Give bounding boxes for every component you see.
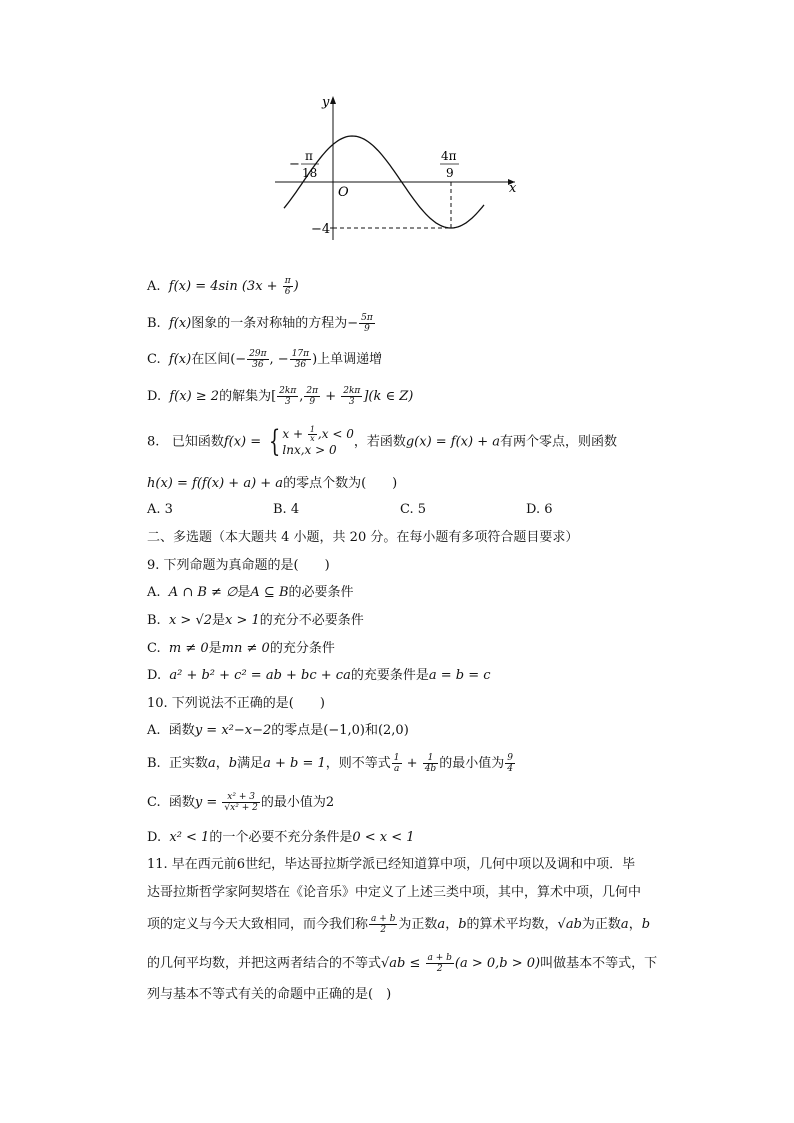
q10-option-a bbox=[147, 721, 409, 741]
q10-option-b bbox=[147, 753, 516, 774]
fraction bbox=[222, 792, 259, 813]
option-text: 图象的一条对称轴的方程为− bbox=[191, 316, 359, 331]
option-prefix: A. bbox=[147, 279, 161, 294]
option-expr: a + b = 1 bbox=[263, 756, 326, 771]
question-expr: h(x) = f(f(x) + a) + a bbox=[147, 476, 284, 491]
left-tick-sign: − bbox=[289, 157, 300, 172]
frac-num: 9 bbox=[507, 753, 513, 763]
q11-expr: a bbox=[620, 917, 629, 932]
option-prefix: B. bbox=[147, 613, 161, 628]
question-text: 已知函数 bbox=[171, 434, 224, 450]
q10-option-d bbox=[147, 828, 415, 848]
fraction bbox=[423, 753, 439, 774]
fraction bbox=[247, 349, 268, 370]
option-text: 的充要条件是 bbox=[350, 668, 429, 683]
option-expr: x > 1 bbox=[225, 613, 260, 628]
origin-label: O bbox=[338, 185, 349, 200]
piecewise-cases bbox=[282, 426, 353, 458]
fraction bbox=[341, 386, 362, 407]
option-text: 的充分不必要条件 bbox=[259, 613, 364, 628]
option-text: 函数 bbox=[168, 723, 195, 738]
x-axis-label: x bbox=[509, 181, 517, 196]
q11-expr: (a > 0,b > 0) bbox=[454, 956, 541, 971]
question-number: 8. bbox=[147, 434, 160, 450]
q11-text: ， bbox=[445, 917, 459, 932]
q11-expr: b bbox=[458, 917, 467, 932]
left-tick-num: π bbox=[305, 149, 313, 163]
question-expr: g(x) = f(x) + a bbox=[405, 434, 500, 450]
frac-num: 17π bbox=[291, 349, 310, 359]
brace: { bbox=[269, 424, 281, 459]
frac-den: 9 bbox=[364, 324, 370, 334]
fraction bbox=[369, 914, 397, 935]
option-sep: , − bbox=[269, 352, 289, 367]
q8-option-b: B. 4 bbox=[273, 502, 300, 517]
option-expr: x² < 1 bbox=[169, 830, 210, 845]
option-expr-end: ](k ∈ Z) bbox=[363, 389, 414, 404]
option-prefix: A. bbox=[147, 723, 161, 738]
q9-option-a bbox=[147, 583, 354, 603]
frac-num: π bbox=[284, 276, 291, 286]
frac-num: 29π bbox=[249, 349, 267, 359]
option-expr: a bbox=[207, 756, 216, 771]
q11-expr: √ab bbox=[557, 917, 582, 932]
frac-num: a + b bbox=[427, 953, 452, 963]
q11-expr: b bbox=[641, 917, 651, 932]
option-text: 是 bbox=[208, 641, 222, 656]
q11-line-4 bbox=[147, 953, 657, 974]
option-expr: f(x) bbox=[168, 316, 192, 331]
q10-option-c bbox=[147, 792, 334, 813]
option-sep: + bbox=[402, 756, 422, 771]
option-text: 是 bbox=[212, 613, 226, 628]
q11-text: 为正数 bbox=[581, 917, 621, 932]
fraction bbox=[290, 349, 311, 370]
option-prefix: D. bbox=[147, 668, 162, 683]
option-expr: y = x²−x−2 bbox=[194, 723, 272, 738]
q8-stem bbox=[147, 426, 617, 459]
frac-den: a bbox=[393, 764, 400, 774]
option-sep: ， bbox=[215, 756, 229, 771]
frac-num: 1 bbox=[393, 753, 400, 763]
q11-text: 项的定义与今天大致相同，而今我们称 bbox=[147, 917, 369, 932]
option-expr: y = bbox=[194, 795, 222, 810]
question-text: 有两个零点，则函数 bbox=[500, 434, 618, 450]
option-expr: A ⊆ B bbox=[250, 585, 289, 600]
frac-num: a + b bbox=[371, 914, 396, 924]
q11-text: 叫做基本不等式，下 bbox=[540, 956, 658, 971]
q7-option-b bbox=[147, 313, 376, 334]
q9-option-c bbox=[147, 639, 335, 659]
option-prefix: A. bbox=[147, 585, 161, 600]
option-expr: a = b = c bbox=[428, 668, 491, 683]
q10-stem: 10. 下列说法不正确的是( ) bbox=[147, 696, 325, 711]
q9-option-d bbox=[147, 666, 491, 686]
question-text: 的零点个数为( ) bbox=[283, 476, 398, 491]
option-text: )上单调递增 bbox=[312, 352, 383, 367]
option-text: 的最小值为2 bbox=[260, 795, 335, 810]
option-expr-end: ) bbox=[293, 279, 299, 294]
option-text: 的充分条件 bbox=[269, 641, 335, 656]
frac-den: 9 bbox=[309, 397, 316, 407]
option-text: 满足 bbox=[237, 756, 264, 771]
frac-num: 2π bbox=[306, 386, 319, 396]
q11-text: 的算术平均数， bbox=[466, 917, 558, 932]
frac-den: 4b bbox=[424, 764, 437, 774]
option-prefix: B. bbox=[147, 756, 161, 771]
fraction bbox=[277, 386, 298, 407]
frac-den: 36 bbox=[252, 360, 264, 370]
frac-den: 6 bbox=[284, 287, 291, 297]
option-text: 的零点是(−1,0)和(2,0) bbox=[271, 723, 409, 738]
right-tick-num: 4π bbox=[441, 149, 457, 163]
q11-line-5: 列与基本不等式有关的命题中正确的是( ) bbox=[147, 987, 392, 1002]
q11-line-3 bbox=[147, 914, 650, 935]
fraction bbox=[392, 753, 402, 774]
fraction bbox=[304, 386, 320, 407]
option-text: 的最小值为 bbox=[439, 756, 505, 771]
frac-den: 3 bbox=[348, 397, 355, 407]
option-text: 的必要条件 bbox=[288, 585, 354, 600]
case-expr: x + bbox=[282, 427, 307, 441]
case-expr: ,x < 0 bbox=[317, 427, 354, 441]
option-text: 的解集为[ bbox=[219, 389, 277, 404]
option-expr: 0 < x < 1 bbox=[352, 830, 415, 845]
q11-expr: √ab ≤ bbox=[381, 956, 425, 971]
option-prefix: C. bbox=[147, 352, 161, 367]
option-prefix: D. bbox=[147, 389, 162, 404]
option-expr: a² + b² + c² = ab + bc + ca bbox=[169, 668, 351, 683]
right-tick-den: 9 bbox=[446, 166, 454, 180]
fraction bbox=[359, 313, 375, 334]
frac-num: 2kπ bbox=[279, 386, 297, 396]
q7-option-a bbox=[147, 276, 299, 297]
q8-option-c: C. 5 bbox=[400, 502, 427, 517]
q8-stem-line2 bbox=[147, 474, 397, 494]
q8-option-d: D. 6 bbox=[526, 502, 553, 517]
option-text: 是 bbox=[237, 585, 251, 600]
option-sep: , bbox=[299, 389, 304, 404]
option-prefix: D. bbox=[147, 830, 162, 845]
frac-num: x² + 3 bbox=[222, 792, 259, 803]
case-1 bbox=[282, 426, 353, 443]
question-expr: f(x) = bbox=[223, 434, 266, 450]
q11-line-1: 11. 早在西元前6世纪，毕达哥拉斯学派已经知道算中项，几何中项以及调和中项．毕 bbox=[147, 857, 636, 872]
q11-text: 的几何平均数，并把这两者结合的不等式 bbox=[147, 956, 382, 971]
option-prefix: B. bbox=[147, 316, 161, 331]
case-2: lnx,x > 0 bbox=[282, 443, 337, 457]
q7-option-d bbox=[147, 386, 413, 407]
q9-option-b bbox=[147, 611, 364, 631]
y-axis-label: y bbox=[322, 95, 330, 110]
q11-line-2: 达哥拉斯哲学家阿契塔在《论音乐》中定义了上述三类中项，其中，算术中项，几何中 bbox=[147, 885, 642, 900]
option-text: ，则不等式 bbox=[325, 756, 391, 771]
left-tick-den: 18 bbox=[302, 166, 318, 180]
frac-den: 3 bbox=[284, 397, 291, 407]
option-sep: + bbox=[321, 389, 341, 404]
section-heading: 二、多选题（本大题共 4 小题，共 20 分。在每小题有多项符合题目要求） bbox=[147, 530, 579, 545]
option-expr: m ≠ 0 bbox=[168, 641, 209, 656]
option-text: 函数 bbox=[168, 795, 195, 810]
min-label: −4 bbox=[311, 222, 331, 237]
q7-option-c bbox=[147, 349, 382, 370]
q11-text: ， bbox=[628, 917, 642, 932]
fraction bbox=[426, 953, 454, 974]
option-expr: x > √2 bbox=[168, 613, 212, 628]
q11-expr: a bbox=[437, 917, 446, 932]
option-expr: mn ≠ 0 bbox=[221, 641, 270, 656]
q9-stem: 9. 下列命题为真命题的是( ) bbox=[147, 558, 330, 573]
frac-den: 4 bbox=[507, 764, 513, 774]
y-axis-arrow bbox=[330, 96, 336, 104]
frac-den: 2 bbox=[380, 925, 387, 935]
q11-text: 为正数 bbox=[398, 917, 438, 932]
option-text: 在区间(− bbox=[191, 352, 247, 367]
fraction bbox=[308, 426, 317, 443]
option-expr: f(x) = 4sin (3x + bbox=[168, 279, 282, 294]
frac-num: 1 bbox=[423, 753, 439, 764]
sine-graph bbox=[270, 92, 530, 242]
frac-den: x bbox=[310, 434, 315, 443]
frac-num: 5π bbox=[361, 313, 373, 323]
frac-den: 2 bbox=[436, 964, 443, 974]
frac-den: √x² + 2 bbox=[224, 803, 258, 813]
fraction bbox=[283, 276, 293, 297]
option-expr: b bbox=[228, 756, 238, 771]
question-text: ，若函数 bbox=[353, 434, 406, 450]
frac-num: 2kπ bbox=[343, 386, 361, 396]
fraction bbox=[505, 753, 515, 774]
option-prefix: C. bbox=[147, 641, 161, 656]
option-expr: A ∩ B ≠ ∅ bbox=[168, 585, 238, 600]
option-text: 正实数 bbox=[168, 756, 208, 771]
option-expr: f(x) ≥ 2 bbox=[169, 389, 220, 404]
q8-option-a: A. 3 bbox=[147, 502, 173, 517]
option-expr: f(x) bbox=[168, 352, 192, 367]
option-prefix: C. bbox=[147, 795, 161, 810]
option-text: 的一个必要不充分条件是 bbox=[209, 830, 353, 845]
frac-den: 36 bbox=[294, 360, 307, 370]
frac-num: 1 bbox=[309, 425, 315, 434]
